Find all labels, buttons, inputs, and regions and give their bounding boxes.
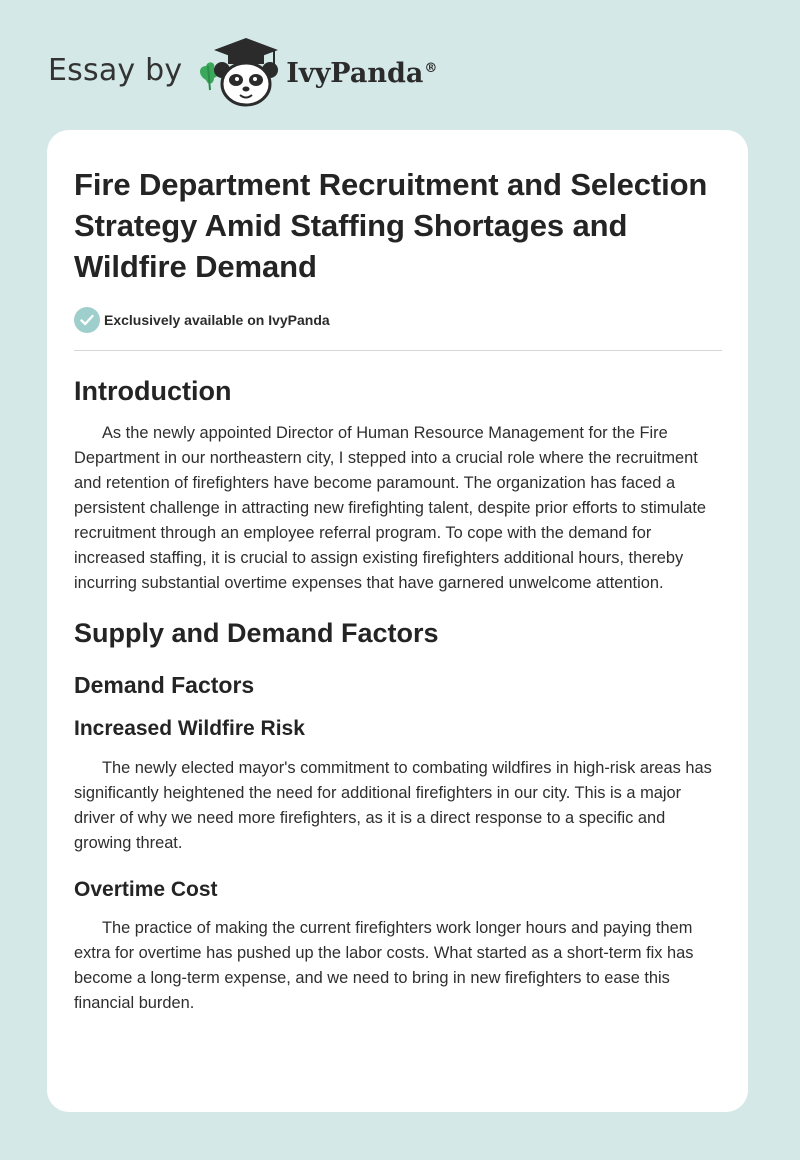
- registered-mark: ®: [424, 60, 438, 76]
- demand-factors-heading: Demand Factors: [74, 672, 255, 698]
- supply-demand-heading: Supply and Demand Factors: [74, 618, 439, 648]
- wildfire-risk-heading: Increased Wildfire Risk: [74, 717, 305, 740]
- introduction-paragraph: As the newly appointed Director of Human Resource Management for the Fire Department in our northeastern city, I stepped into a crucial role where the recruitment and retention of firefighters have become paramount. The organization has faced a persistent challenge in attracting new firefighting talent, despite prior efforts to stimulate recruitment through an employee referral program. To cope with the demand for increased staffing, it is crucial to assign existing firefighters additional hours, thereby incurring substantial overtime expenses that have garnered unwelcome attention.: [74, 424, 706, 592]
- wildfire-risk-paragraph: The newly elected mayor's commitment to combating wildfires in high-risk areas has significantly heightened the need for additional firefighters in our city. This is a major driver of why we need more firefighters, as it is a direct response to a specific and growing threat.: [74, 759, 712, 852]
- brand-name: IvyPanda®: [286, 57, 438, 89]
- article-card: [47, 130, 748, 1112]
- brand-prefix: Essay by: [48, 52, 183, 88]
- panda-graduate-logo-icon: [192, 36, 284, 108]
- overtime-cost-paragraph: The practice of making the current firefighters work longer hours and paying them extra for overtime has pushed up the labor costs. What started as a short-term fix has become a long-term expense, and we need to bring in new firefighters to ease this financial burden.: [74, 919, 694, 1012]
- introduction-heading: Introduction: [74, 376, 232, 406]
- overtime-cost-heading: Overtime Cost: [74, 878, 218, 901]
- article-title: Fire Department Recruitment and Selection Strategy Amid Staffing Shortages and Wildfire Demand: [74, 167, 708, 284]
- divider: [74, 350, 722, 351]
- exclusive-badge: [74, 307, 722, 333]
- check-circle-icon: [74, 307, 100, 333]
- exclusive-badge-text: Exclusively available on IvyPanda: [104, 312, 330, 328]
- brand-header: [48, 36, 437, 108]
